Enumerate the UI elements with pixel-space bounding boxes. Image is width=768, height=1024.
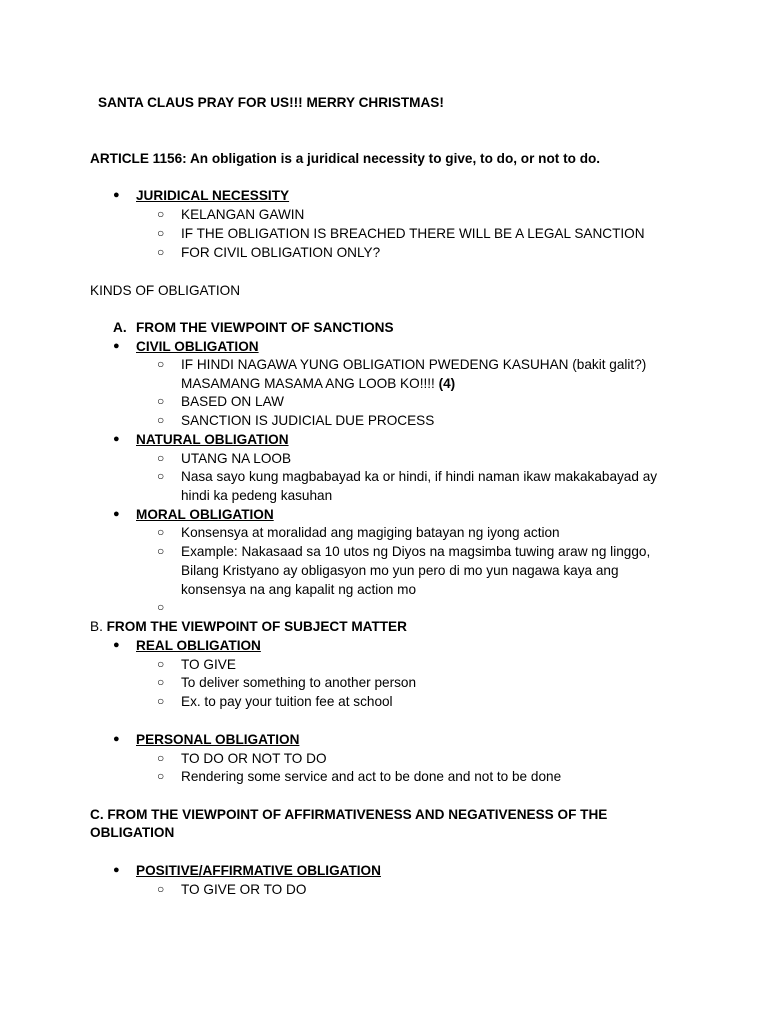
circle-bullet-icon: ○ <box>157 544 165 558</box>
bullet-icon: ● <box>113 639 120 651</box>
list-item: IF HINDI NAGAWA YUNG OBLIGATION PWEDENG KASUHAN (bakit galit?) <box>181 357 647 372</box>
list-item: KELANGAN GAWIN <box>181 207 305 222</box>
circle-bullet-icon: ○ <box>157 207 165 221</box>
circle-bullet-icon: ○ <box>157 675 165 689</box>
positive-heading: POSITIVE/AFFIRMATIVE OBLIGATION <box>136 863 381 878</box>
bullet-icon: ● <box>113 864 120 876</box>
section-c-title-continuation: OBLIGATION <box>90 825 175 840</box>
list-item-continuation: konsensya na ang kapalit ng action mo <box>181 582 417 597</box>
list-item-continuation: hindi ka pedeng kasuhan <box>181 488 333 503</box>
list-item: To deliver something to another person <box>181 675 417 690</box>
list-item: TO GIVE OR TO DO <box>181 882 307 897</box>
bold-count: (4) <box>438 376 456 391</box>
circle-bullet-icon: ○ <box>157 751 165 765</box>
list-item: UTANG NA LOOB <box>181 451 292 466</box>
bullet-icon: ● <box>113 189 120 201</box>
list-item: Example: Nakasaad sa 10 utos ng Diyos na magsimba tuwing araw ng linggo, <box>181 544 651 559</box>
list-item: Konsensya at moralidad ang magiging batayan ng iyong action <box>181 525 560 540</box>
circle-bullet-icon: ○ <box>157 469 165 483</box>
natural-heading: NATURAL OBLIGATION <box>136 432 289 447</box>
circle-bullet-icon: ○ <box>157 882 165 896</box>
civil-heading: CIVIL OBLIGATION <box>136 339 259 354</box>
real-heading: REAL OBLIGATION <box>136 638 261 653</box>
section-a-title: FROM THE VIEWPOINT OF SANCTIONS <box>136 320 394 335</box>
section-b-title: FROM THE VIEWPOINT OF SUBJECT MATTER <box>106 619 407 634</box>
list-item: FOR CIVIL OBLIGATION ONLY? <box>181 245 381 260</box>
circle-bullet-icon: ○ <box>157 451 165 465</box>
list-item: Ex. to pay your tuition fee at school <box>181 694 393 709</box>
list-item: IF THE OBLIGATION IS BREACHED THERE WILL BE A LEGAL SANCTION <box>181 226 645 241</box>
list-item: BASED ON LAW <box>181 394 284 409</box>
list-item: Nasa sayo kung magbabayad ka or hindi, if hindi naman ikaw makakabayad ay <box>181 469 658 484</box>
personal-heading: PERSONAL OBLIGATION <box>136 732 300 747</box>
section-b-heading <box>90 617 407 636</box>
section-c-title: C. FROM THE VIEWPOINT OF AFFIRMATIVENESS AND NEGATIVENESS OF THE <box>90 807 608 822</box>
moral-heading: MORAL OBLIGATION <box>136 507 274 522</box>
section-a-label: A. <box>113 320 127 335</box>
circle-bullet-icon: ○ <box>157 357 165 371</box>
list-item: Rendering some service and act to be done and not to be done <box>181 769 562 784</box>
list-item-text: MASAMANG MASAMA ANG LOOB KO!!!! <box>181 376 439 391</box>
circle-bullet-icon: ○ <box>157 245 165 259</box>
bullet-icon: ● <box>113 340 120 352</box>
circle-bullet-icon: ○ <box>157 525 165 539</box>
juridical-heading: JURIDICAL NECESSITY <box>136 188 290 203</box>
article-text: ARTICLE 1156: An obligation is a juridical necessity to give, to do, or not to do. <box>90 151 601 166</box>
list-item: SANCTION IS JUDICIAL DUE PROCESS <box>181 413 435 428</box>
list-item: TO DO OR NOT TO DO <box>181 751 327 766</box>
circle-bullet-icon: ○ <box>157 394 165 408</box>
list-item: TO GIVE <box>181 657 236 672</box>
section-b-label: B. <box>90 619 107 634</box>
header-text: SANTA CLAUS PRAY FOR US!!! MERRY CHRISTMAS! <box>98 95 444 110</box>
list-item-continuation <box>181 374 455 393</box>
circle-bullet-icon: ○ <box>157 600 165 614</box>
bullet-icon: ● <box>113 433 120 445</box>
circle-bullet-icon: ○ <box>157 226 165 240</box>
circle-bullet-icon: ○ <box>157 413 165 427</box>
list-item-continuation: Bilang Kristyano ay obligasyon mo yun pero di mo yun nagawa kaya ang <box>181 563 619 578</box>
circle-bullet-icon: ○ <box>157 769 165 783</box>
kinds-heading: KINDS OF OBLIGATION <box>90 283 241 298</box>
bullet-icon: ● <box>113 508 120 520</box>
circle-bullet-icon: ○ <box>157 694 165 708</box>
circle-bullet-icon: ○ <box>157 657 165 671</box>
bullet-icon: ● <box>113 733 120 745</box>
